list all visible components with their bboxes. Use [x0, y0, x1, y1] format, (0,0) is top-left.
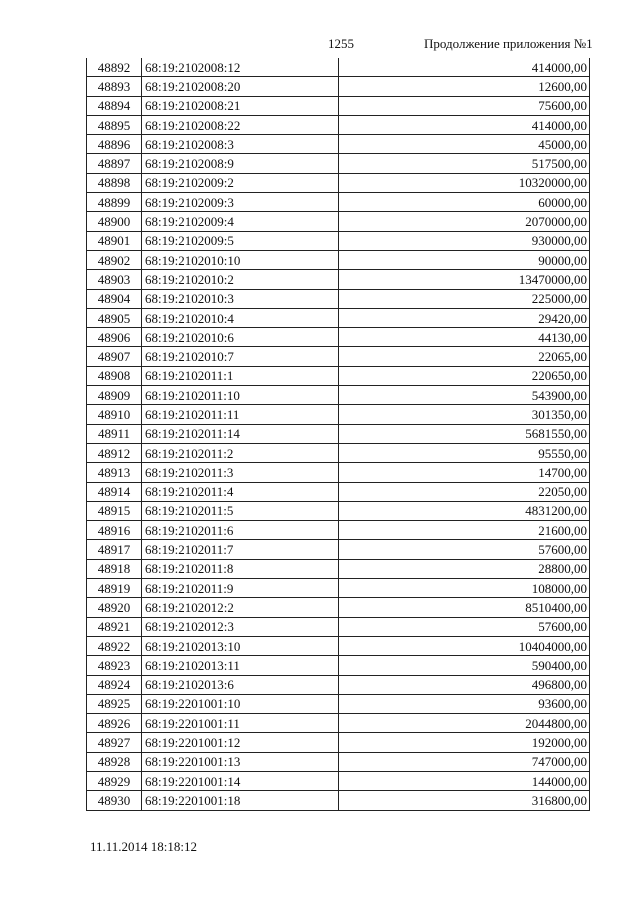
- amount-cell: 2044800,00: [339, 714, 590, 733]
- row-number-cell: 48917: [87, 540, 142, 559]
- table-row: [87, 115, 590, 134]
- row-number-cell: 48894: [87, 96, 142, 115]
- table-row: [87, 579, 590, 598]
- table-row: [87, 636, 590, 655]
- table-row: [87, 96, 590, 115]
- amount-cell: 13470000,00: [339, 270, 590, 289]
- row-number-cell: 48915: [87, 501, 142, 520]
- amount-cell: 301350,00: [339, 405, 590, 424]
- amount-cell: 4831200,00: [339, 501, 590, 520]
- table-row: [87, 135, 590, 154]
- table-row: [87, 231, 590, 250]
- cadastral-number-cell: 68:19:2102011:8: [142, 559, 339, 578]
- table-row: [87, 463, 590, 482]
- table-row: [87, 771, 590, 790]
- table-row: [87, 559, 590, 578]
- amount-cell: 108000,00: [339, 579, 590, 598]
- amount-cell: 225000,00: [339, 289, 590, 308]
- amount-cell: 45000,00: [339, 135, 590, 154]
- cadastral-number-cell: 68:19:2102010:10: [142, 250, 339, 269]
- cadastral-number-cell: 68:19:2102010:6: [142, 328, 339, 347]
- footer-timestamp: 11.11.2014 18:18:12: [90, 839, 198, 854]
- row-number-cell: 48916: [87, 521, 142, 540]
- table-row: [87, 675, 590, 694]
- row-number-cell: 48920: [87, 598, 142, 617]
- row-number-cell: 48892: [87, 58, 142, 77]
- row-number-cell: 48922: [87, 636, 142, 655]
- row-number-cell: 48926: [87, 714, 142, 733]
- cadastral-number-cell: 68:19:2102011:4: [142, 482, 339, 501]
- row-number-cell: 48905: [87, 308, 142, 327]
- amount-cell: 60000,00: [339, 193, 590, 212]
- table-row: [87, 193, 590, 212]
- cadastral-number-cell: 68:19:2102009:5: [142, 231, 339, 250]
- cadastral-number-cell: 68:19:2201001:14: [142, 771, 339, 790]
- cadastral-number-cell: 68:19:2102011:5: [142, 501, 339, 520]
- row-number-cell: 48909: [87, 386, 142, 405]
- table-row: [87, 752, 590, 771]
- cadastral-number-cell: 68:19:2102012:3: [142, 617, 339, 636]
- cadastral-number-cell: 68:19:2102011:10: [142, 386, 339, 405]
- amount-cell: 930000,00: [339, 231, 590, 250]
- table-row: [87, 791, 590, 810]
- amount-cell: 95550,00: [339, 443, 590, 462]
- amount-cell: 517500,00: [339, 154, 590, 173]
- amount-cell: 21600,00: [339, 521, 590, 540]
- row-number-cell: 48906: [87, 328, 142, 347]
- table-row: [87, 733, 590, 752]
- cadastral-number-cell: 68:19:2201001:10: [142, 694, 339, 713]
- table-row: [87, 366, 590, 385]
- cadastral-number-cell: 68:19:2102009:4: [142, 212, 339, 231]
- table-body: [87, 58, 590, 810]
- row-number-cell: 48912: [87, 443, 142, 462]
- row-number-cell: 48928: [87, 752, 142, 771]
- row-number-cell: 48899: [87, 193, 142, 212]
- amount-cell: 5681550,00: [339, 424, 590, 443]
- row-number-cell: 48908: [87, 366, 142, 385]
- table-row: [87, 58, 590, 77]
- table-row: [87, 424, 590, 443]
- cadastral-number-cell: 68:19:2102009:3: [142, 193, 339, 212]
- cadastral-number-cell: 68:19:2102013:6: [142, 675, 339, 694]
- amount-cell: 57600,00: [339, 540, 590, 559]
- row-number-cell: 48900: [87, 212, 142, 231]
- row-number-cell: 48914: [87, 482, 142, 501]
- table-row: [87, 617, 590, 636]
- row-number-cell: 48927: [87, 733, 142, 752]
- amount-cell: 10320000,00: [339, 173, 590, 192]
- table-row: [87, 328, 590, 347]
- row-number-cell: 48897: [87, 154, 142, 173]
- amount-cell: 93600,00: [339, 694, 590, 713]
- amount-cell: 12600,00: [339, 77, 590, 96]
- row-number-cell: 48923: [87, 656, 142, 675]
- table-row: [87, 598, 590, 617]
- cadastral-number-cell: 68:19:2201001:13: [142, 752, 339, 771]
- table-row: [87, 173, 590, 192]
- row-number-cell: 48918: [87, 559, 142, 578]
- row-number-cell: 48895: [87, 115, 142, 134]
- cadastral-number-cell: 68:19:2201001:18: [142, 791, 339, 810]
- row-number-cell: 48893: [87, 77, 142, 96]
- amount-cell: 8510400,00: [339, 598, 590, 617]
- cadastral-number-cell: 68:19:2102013:11: [142, 656, 339, 675]
- amount-cell: 44130,00: [339, 328, 590, 347]
- row-number-cell: 48907: [87, 347, 142, 366]
- table-row: [87, 154, 590, 173]
- row-number-cell: 48913: [87, 463, 142, 482]
- cadastral-number-cell: 68:19:2102008:21: [142, 96, 339, 115]
- amount-cell: 22050,00: [339, 482, 590, 501]
- cadastral-number-cell: 68:19:2102008:20: [142, 77, 339, 96]
- cadastral-number-cell: 68:19:2102011:7: [142, 540, 339, 559]
- table-row: [87, 77, 590, 96]
- cadastral-number-cell: 68:19:2102010:3: [142, 289, 339, 308]
- table-row: [87, 289, 590, 308]
- amount-cell: 90000,00: [339, 250, 590, 269]
- cadastral-number-cell: 68:19:2102010:4: [142, 308, 339, 327]
- amount-cell: 2070000,00: [339, 212, 590, 231]
- cadastral-number-cell: 68:19:2102008:12: [142, 58, 339, 77]
- table-row: [87, 521, 590, 540]
- table-row: [87, 308, 590, 327]
- table-row: [87, 405, 590, 424]
- amount-cell: 22065,00: [339, 347, 590, 366]
- cadastral-number-cell: 68:19:2102010:7: [142, 347, 339, 366]
- cadastral-table: [86, 58, 590, 811]
- table-row: [87, 250, 590, 269]
- row-number-cell: 48919: [87, 579, 142, 598]
- row-number-cell: 48910: [87, 405, 142, 424]
- table-row: [87, 482, 590, 501]
- row-number-cell: 48901: [87, 231, 142, 250]
- amount-cell: 192000,00: [339, 733, 590, 752]
- cadastral-number-cell: 68:19:2102009:2: [142, 173, 339, 192]
- row-number-cell: 48921: [87, 617, 142, 636]
- table-row: [87, 212, 590, 231]
- table-row: [87, 270, 590, 289]
- amount-cell: 144000,00: [339, 771, 590, 790]
- cadastral-number-cell: 68:19:2102011:14: [142, 424, 339, 443]
- cadastral-number-cell: 68:19:2102011:11: [142, 405, 339, 424]
- amount-cell: 29420,00: [339, 308, 590, 327]
- row-number-cell: 48902: [87, 250, 142, 269]
- table-row: [87, 714, 590, 733]
- cadastral-number-cell: 68:19:2102012:2: [142, 598, 339, 617]
- row-number-cell: 48929: [87, 771, 142, 790]
- table-row: [87, 443, 590, 462]
- cadastral-number-cell: 68:19:2102011:2: [142, 443, 339, 462]
- row-number-cell: 48924: [87, 675, 142, 694]
- cadastral-number-cell: 68:19:2102008:22: [142, 115, 339, 134]
- amount-cell: 14700,00: [339, 463, 590, 482]
- cadastral-number-cell: 68:19:2102011:3: [142, 463, 339, 482]
- cadastral-number-cell: 68:19:2102011:6: [142, 521, 339, 540]
- table-row: [87, 540, 590, 559]
- amount-cell: 57600,00: [339, 617, 590, 636]
- page-header-title: Продолжение приложения №1: [424, 36, 593, 51]
- row-number-cell: 48911: [87, 424, 142, 443]
- amount-cell: 543900,00: [339, 386, 590, 405]
- row-number-cell: 48898: [87, 173, 142, 192]
- amount-cell: 414000,00: [339, 115, 590, 134]
- page-number: 1255: [328, 36, 354, 51]
- cadastral-number-cell: 68:19:2102008:9: [142, 154, 339, 173]
- cadastral-number-cell: 68:19:2102011:1: [142, 366, 339, 385]
- row-number-cell: 48925: [87, 694, 142, 713]
- cadastral-number-cell: 68:19:2102008:3: [142, 135, 339, 154]
- amount-cell: 496800,00: [339, 675, 590, 694]
- table-row: [87, 694, 590, 713]
- row-number-cell: 48904: [87, 289, 142, 308]
- cadastral-number-cell: 68:19:2102010:2: [142, 270, 339, 289]
- table-row: [87, 501, 590, 520]
- cadastral-number-cell: 68:19:2102011:9: [142, 579, 339, 598]
- table-row: [87, 386, 590, 405]
- table-row: [87, 656, 590, 675]
- amount-cell: 220650,00: [339, 366, 590, 385]
- amount-cell: 747000,00: [339, 752, 590, 771]
- row-number-cell: 48903: [87, 270, 142, 289]
- amount-cell: 590400,00: [339, 656, 590, 675]
- cadastral-number-cell: 68:19:2201001:11: [142, 714, 339, 733]
- amount-cell: 28800,00: [339, 559, 590, 578]
- row-number-cell: 48896: [87, 135, 142, 154]
- row-number-cell: 48930: [87, 791, 142, 810]
- amount-cell: 414000,00: [339, 58, 590, 77]
- amount-cell: 75600,00: [339, 96, 590, 115]
- amount-cell: 10404000,00: [339, 636, 590, 655]
- table-row: [87, 347, 590, 366]
- cadastral-number-cell: 68:19:2102013:10: [142, 636, 339, 655]
- amount-cell: 316800,00: [339, 791, 590, 810]
- cadastral-number-cell: 68:19:2201001:12: [142, 733, 339, 752]
